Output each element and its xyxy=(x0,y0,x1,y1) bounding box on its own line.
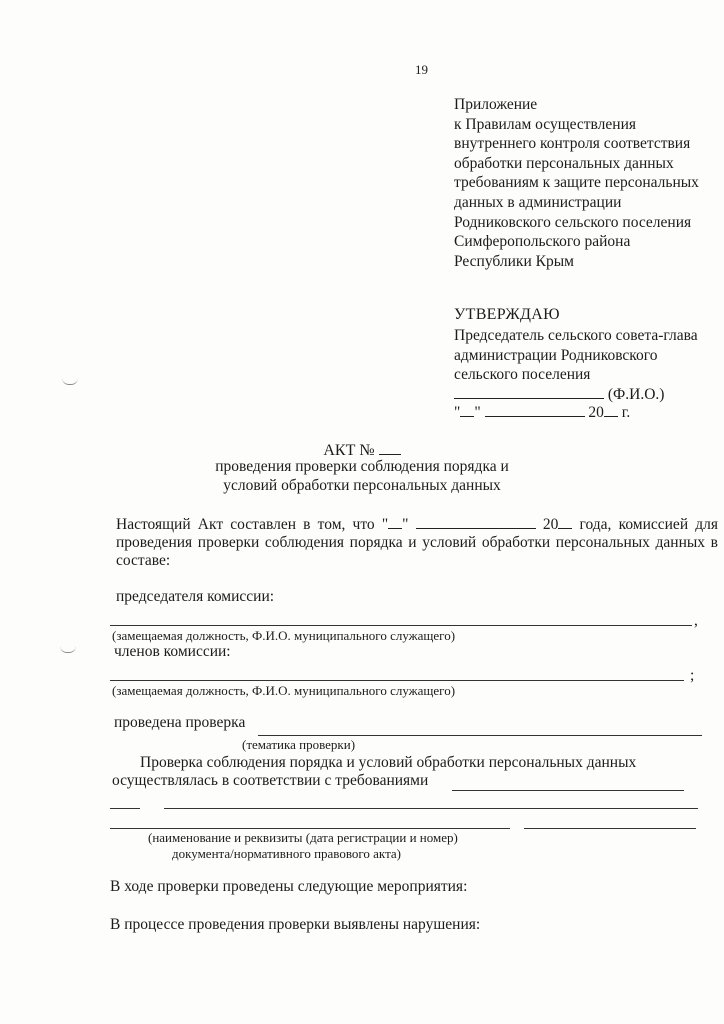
intro-day-blank xyxy=(388,514,402,529)
annex-line: внутреннего контроля соответствия xyxy=(454,135,691,153)
chairman-line xyxy=(110,625,692,626)
annex-line: обработки персональных данных xyxy=(454,154,674,172)
members-label: членов комиссии: xyxy=(114,643,231,660)
measures-heading: В ходе проверки проведены следующие мероприятия: xyxy=(110,878,468,895)
act-subtitle-2: условий обработки персональных данных xyxy=(223,477,501,494)
intro-year-blank xyxy=(558,514,572,529)
requirements-line-2a xyxy=(110,808,140,809)
approval-position xyxy=(454,326,698,385)
intro-rest: года, комиссией для проведения проверки соблюдения порядка и условий обработки персональных данных в составе: xyxy=(116,516,719,569)
intro-paragraph xyxy=(116,514,718,570)
page-number: 19 xyxy=(415,62,428,77)
annex-line: Родниковского сельского поселения xyxy=(454,213,692,231)
annex-line: Приложение xyxy=(454,96,538,113)
check-text-1: Проверка соблюдения порядка и условий обработки персональных данных xyxy=(140,754,637,771)
annex-line: данных в администрации xyxy=(454,193,622,211)
act-subtitle-1: проведения проверки соблюдения порядка и xyxy=(215,458,509,475)
date-suffix: г. xyxy=(621,404,631,421)
intro-year: 20 xyxy=(542,516,559,533)
date-year: 20 xyxy=(588,404,604,421)
chairman-punct: , xyxy=(694,612,698,629)
annex-line: требованиям к защите персональных xyxy=(454,174,699,192)
members-caption: (замещаемая должность, Ф.И.О. муниципального служащего) xyxy=(112,683,456,698)
topic-caption: (тематика проверки) xyxy=(242,737,356,752)
check-topic-line xyxy=(258,735,702,736)
approval-line: Председатель сельского совета-глава xyxy=(454,327,698,344)
approval-title: УТВЕРЖДАЮ xyxy=(454,306,560,323)
violations-heading: В процессе проведения проверки выявлены нарушения: xyxy=(110,916,481,933)
scan-mark xyxy=(60,646,76,653)
check-label: проведена проверка xyxy=(114,714,246,731)
requirements-line-2b xyxy=(164,808,698,809)
signature-blank xyxy=(454,384,604,399)
check-text-2: осуществлялась в соответствии с требованиями xyxy=(112,772,429,789)
approval-line: администрации Родниковского xyxy=(454,346,658,364)
act-title xyxy=(0,440,724,460)
requirements-line-3b xyxy=(524,828,696,829)
act-number-blank xyxy=(379,440,401,455)
approval-line: сельского поселения xyxy=(454,366,591,384)
day-blank xyxy=(460,402,474,417)
approval-signature-line xyxy=(454,384,664,404)
intro-quote-close: " xyxy=(402,516,409,533)
date-quote-close: " xyxy=(474,404,481,421)
fio-label: (Ф.И.О.) xyxy=(607,386,665,403)
scan-mark xyxy=(62,378,78,385)
intro-month-blank xyxy=(416,514,536,529)
intro-start: Настоящий Акт составлен в том, что " xyxy=(116,516,389,533)
chairman-caption: (замещаемая должность, Ф.И.О. муниципального служащего) xyxy=(112,628,456,643)
members-line xyxy=(110,680,684,681)
month-blank xyxy=(485,402,585,417)
members-punct: ; xyxy=(690,667,695,684)
requirements-line-1 xyxy=(452,790,684,791)
doc-caption-1: (наименование и реквизиты (дата регистрации и номер) xyxy=(148,830,458,845)
year-blank xyxy=(604,402,618,417)
annex-line: Симферопольского района xyxy=(454,233,631,251)
doc-caption-2: документа/нормативного правового акта) xyxy=(172,846,402,861)
act-title-text: АКТ № xyxy=(323,442,375,459)
date-quote-open: " xyxy=(454,404,461,421)
annex-line: Республики Крым xyxy=(454,252,574,270)
approval-date-line xyxy=(454,402,630,422)
requirements-line-3a xyxy=(110,828,510,829)
chairman-label: председателя комиссии: xyxy=(116,588,275,605)
annex-line: к Правилам осуществления xyxy=(454,115,637,133)
annex-header xyxy=(454,95,699,271)
